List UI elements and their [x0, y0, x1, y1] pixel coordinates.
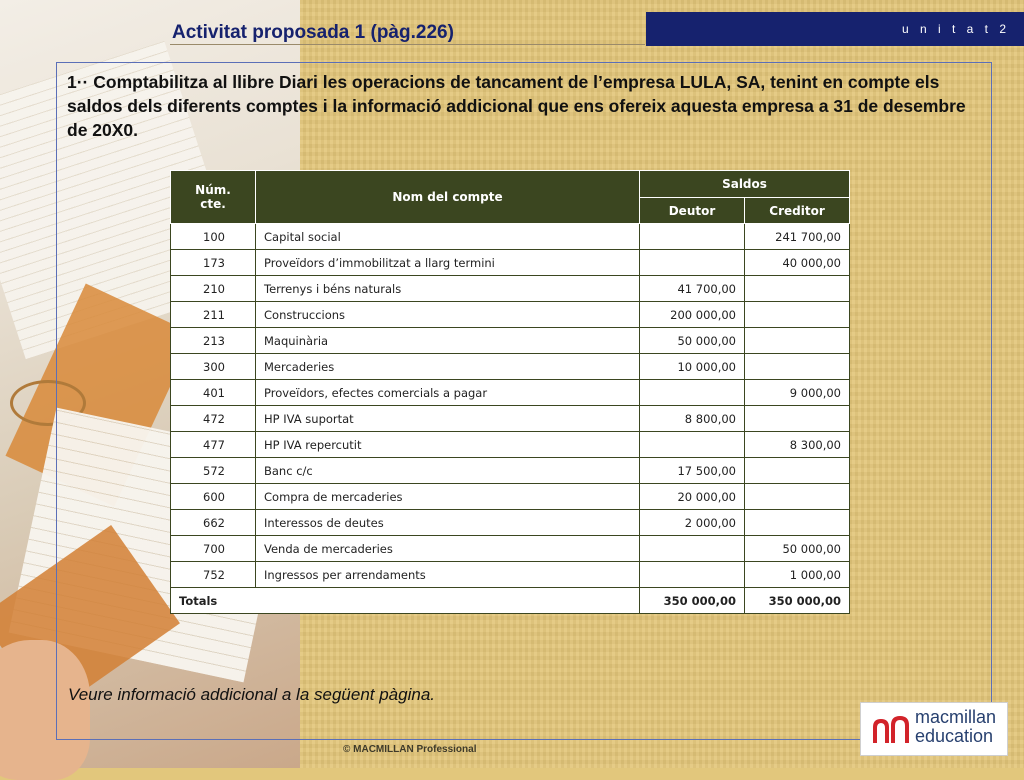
table-row	[171, 276, 850, 302]
account-number-cell: 700	[171, 536, 256, 562]
table-row	[171, 250, 850, 276]
debit-cell	[640, 250, 745, 276]
unit-banner	[646, 12, 1024, 46]
account-name-cell: Compra de mercaderies	[256, 484, 640, 510]
account-name-cell: Terrenys i béns naturals	[256, 276, 640, 302]
account-number-cell: 100	[171, 224, 256, 250]
account-number-cell: 211	[171, 302, 256, 328]
account-number-cell: 173	[171, 250, 256, 276]
debit-cell	[640, 536, 745, 562]
credit-cell: 50 000,00	[745, 536, 850, 562]
account-number-cell: 572	[171, 458, 256, 484]
credit-cell	[745, 510, 850, 536]
unit-label: u n i t a t 2	[901, 22, 1010, 36]
account-number-cell: 600	[171, 484, 256, 510]
account-number-cell: 752	[171, 562, 256, 588]
account-number-cell: 210	[171, 276, 256, 302]
account-name-cell: Maquinària	[256, 328, 640, 354]
account-name-cell: HP IVA suportat	[256, 406, 640, 432]
debit-cell	[640, 224, 745, 250]
credit-cell	[745, 354, 850, 380]
account-number-cell: 472	[171, 406, 256, 432]
credit-cell: 8 300,00	[745, 432, 850, 458]
additional-info-note: Veure informació addicional a la següent pàgina.	[68, 685, 436, 704]
debit-cell	[640, 432, 745, 458]
credit-cell	[745, 458, 850, 484]
account-name-cell: Proveïdors, efectes comercials a pagar	[256, 380, 640, 406]
logo-wordmark: macmillan education	[915, 707, 997, 746]
table-row	[171, 562, 850, 588]
copyright-text: © MACMILLAN Professional	[343, 744, 477, 755]
account-name-cell: Construccions	[256, 302, 640, 328]
column-header-account-name: Nom del compte	[256, 171, 640, 224]
account-name-cell: Capital social	[256, 224, 640, 250]
debit-cell: 50 000,00	[640, 328, 745, 354]
debit-cell: 41 700,00	[640, 276, 745, 302]
account-name-cell: HP IVA repercutit	[256, 432, 640, 458]
table-row	[171, 302, 850, 328]
credit-cell: 241 700,00	[745, 224, 850, 250]
macmillan-logo-icon	[871, 713, 911, 745]
total-debit: 350 000,00	[640, 588, 745, 614]
credit-cell: 1 000,00	[745, 562, 850, 588]
account-name-cell: Banc c/c	[256, 458, 640, 484]
account-name-cell: Interessos de deutes	[256, 510, 640, 536]
macmillan-logo	[860, 702, 1008, 756]
credit-cell	[745, 406, 850, 432]
account-number-cell: 401	[171, 380, 256, 406]
column-header-account-number: Núm. cte.	[171, 171, 256, 224]
account-balances-table	[170, 170, 850, 614]
debit-cell: 200 000,00	[640, 302, 745, 328]
debit-cell	[640, 380, 745, 406]
credit-cell	[745, 302, 850, 328]
table-row	[171, 484, 850, 510]
debit-cell: 10 000,00	[640, 354, 745, 380]
table-row	[171, 328, 850, 354]
debit-cell: 20 000,00	[640, 484, 745, 510]
debit-cell: 2 000,00	[640, 510, 745, 536]
title-underline	[170, 44, 645, 45]
account-number-cell: 662	[171, 510, 256, 536]
column-header-debit: Deutor	[640, 198, 745, 224]
account-name-cell: Ingressos per arrendaments	[256, 562, 640, 588]
table-body	[171, 224, 850, 588]
table-row	[171, 354, 850, 380]
debit-cell	[640, 562, 745, 588]
account-number-cell: 213	[171, 328, 256, 354]
page-title: Activitat proposada 1 (pàg.226)	[172, 22, 454, 43]
table-row	[171, 224, 850, 250]
credit-cell	[745, 276, 850, 302]
credit-cell	[745, 328, 850, 354]
account-name-cell: Venda de mercaderies	[256, 536, 640, 562]
credit-cell	[745, 484, 850, 510]
table-row	[171, 458, 850, 484]
table-total-row	[171, 588, 850, 614]
table-row	[171, 536, 850, 562]
account-name-cell: Mercaderies	[256, 354, 640, 380]
table-row	[171, 432, 850, 458]
debit-cell: 17 500,00	[640, 458, 745, 484]
exercise-statement: 1·· Comptabilitza al llibre Diari les operacions de tancament de l’empresa LULA, SA, tenint en compte els saldos dels diferents comptes i la informació addicional que ens ofereix aquesta empresa a 31 de desembre de 20X0.	[67, 72, 966, 140]
account-number-cell: 300	[171, 354, 256, 380]
table-row	[171, 510, 850, 536]
debit-cell: 8 800,00	[640, 406, 745, 432]
total-credit: 350 000,00	[745, 588, 850, 614]
credit-cell: 40 000,00	[745, 250, 850, 276]
account-name-cell: Proveïdors d’immobilitzat a llarg termini	[256, 250, 640, 276]
column-header-credit: Creditor	[745, 198, 850, 224]
table-row	[171, 406, 850, 432]
total-label: Totals	[171, 588, 640, 614]
table-row	[171, 380, 850, 406]
credit-cell: 9 000,00	[745, 380, 850, 406]
column-header-balances: Saldos	[640, 171, 850, 198]
account-number-cell: 477	[171, 432, 256, 458]
